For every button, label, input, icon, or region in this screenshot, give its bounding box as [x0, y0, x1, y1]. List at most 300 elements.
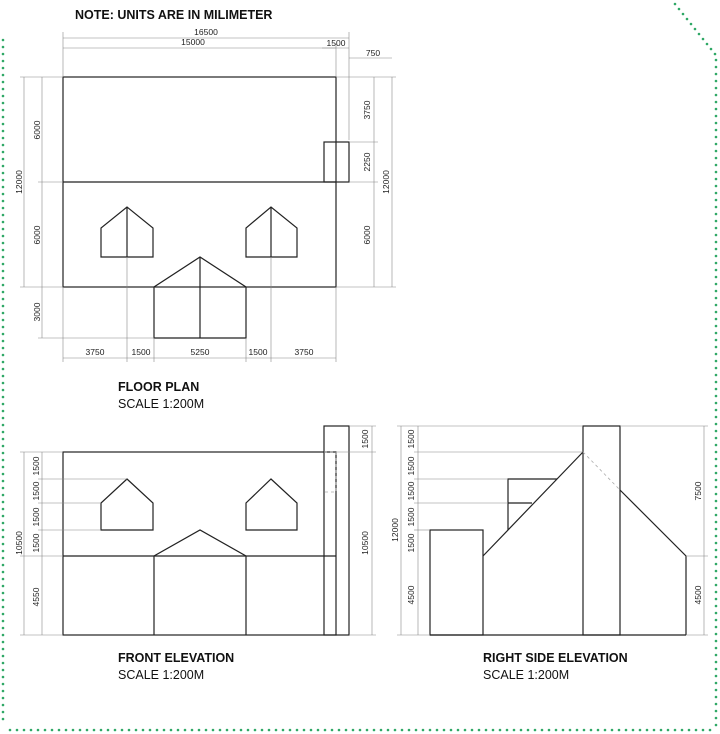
- border-dot: [2, 116, 5, 119]
- dim-right-lower: 6000: [362, 225, 372, 245]
- border-dot: [715, 675, 718, 678]
- border-dot: [415, 729, 418, 732]
- border-dot: [492, 729, 495, 732]
- border-dot: [2, 389, 5, 392]
- border-dot: [714, 53, 717, 56]
- border-dot: [9, 729, 12, 732]
- dim-total: 12000: [390, 518, 400, 542]
- border-dot: [2, 536, 5, 539]
- border-dot: [715, 451, 718, 454]
- border-dot: [715, 87, 718, 90]
- units-note: NOTE: UNITS ARE IN MILIMETER: [75, 8, 273, 22]
- right-elevation-scale: SCALE 1:200M: [483, 668, 570, 682]
- border-dot: [695, 729, 698, 732]
- border-dot: [653, 729, 656, 732]
- border-dot: [715, 570, 718, 573]
- border-dot: [715, 500, 718, 503]
- roof-right-slope: [620, 490, 686, 635]
- border-dot: [715, 304, 718, 307]
- border-dot: [331, 729, 334, 732]
- border-dot: [688, 729, 691, 732]
- floor-plan-scale: SCALE 1:200M: [118, 397, 205, 411]
- border-dot: [2, 263, 5, 266]
- border-dot: [2, 403, 5, 406]
- border-dot: [583, 729, 586, 732]
- border-dot: [2, 578, 5, 581]
- border-dot: [282, 729, 285, 732]
- border-dot: [576, 729, 579, 732]
- border-dot: [2, 592, 5, 595]
- border-dot: [715, 493, 718, 496]
- dim-seg-1: 1500: [406, 429, 416, 449]
- dim-overall-width: 16500: [194, 27, 218, 37]
- border-dot: [534, 729, 537, 732]
- dim-left-upper: 6000: [32, 120, 42, 140]
- border-dot: [548, 729, 551, 732]
- border-dot: [715, 346, 718, 349]
- border-dot: [2, 277, 5, 280]
- border-dot: [2, 291, 5, 294]
- border-dot: [715, 444, 718, 447]
- border-dot: [366, 729, 369, 732]
- border-dot: [715, 549, 718, 552]
- border-dot: [715, 353, 718, 356]
- border-dot: [86, 729, 89, 732]
- border-dot: [2, 130, 5, 133]
- border-dot: [345, 729, 348, 732]
- front-elevation-title: FRONT ELEVATION: [118, 651, 235, 665]
- border-dot: [715, 360, 718, 363]
- border-dot: [2, 494, 5, 497]
- border-dot: [114, 729, 117, 732]
- border-dot: [30, 729, 33, 732]
- border-dot: [2, 333, 5, 336]
- border-dot: [674, 3, 677, 6]
- border-dot: [715, 129, 718, 132]
- roof-hidden-line: [583, 452, 620, 490]
- border-dot: [715, 213, 718, 216]
- border-dot: [170, 729, 173, 732]
- border-dot: [240, 729, 243, 732]
- border-dot: [715, 171, 718, 174]
- border-dot: [715, 325, 718, 328]
- border-dot: [338, 729, 341, 732]
- border-dot: [715, 402, 718, 405]
- dim-right-upper: 7500: [693, 481, 703, 501]
- border-dot: [715, 689, 718, 692]
- border-dot: [678, 8, 681, 11]
- border-dot: [2, 123, 5, 126]
- border-dot: [715, 661, 718, 664]
- border-dot: [2, 529, 5, 532]
- border-dot: [275, 729, 278, 732]
- border-dot: [2, 571, 5, 574]
- dotted-border: [2, 3, 718, 732]
- border-dot: [646, 729, 649, 732]
- border-dot: [715, 248, 718, 251]
- border-dot: [715, 297, 718, 300]
- border-dot: [715, 164, 718, 167]
- border-dot: [2, 88, 5, 91]
- border-dot: [135, 729, 138, 732]
- border-dot: [715, 311, 718, 314]
- border-dot: [296, 729, 299, 732]
- border-dot: [436, 729, 439, 732]
- border-dot: [177, 729, 180, 732]
- chimney-hidden-line: [324, 452, 336, 492]
- border-dot: [72, 729, 75, 732]
- border-dot: [2, 641, 5, 644]
- border-dot: [710, 48, 713, 51]
- border-dot: [2, 256, 5, 259]
- border-dot: [715, 465, 718, 468]
- border-dot: [2, 515, 5, 518]
- border-dot: [2, 193, 5, 196]
- border-dot: [604, 729, 607, 732]
- border-dot: [597, 729, 600, 732]
- border-dot: [715, 458, 718, 461]
- border-dot: [2, 382, 5, 385]
- border-dot: [715, 528, 718, 531]
- border-dot: [2, 312, 5, 315]
- border-dot: [2, 60, 5, 63]
- dormer-left: [101, 479, 153, 530]
- border-dot: [715, 612, 718, 615]
- border-dot: [163, 729, 166, 732]
- border-dot: [303, 729, 306, 732]
- border-dot: [2, 165, 5, 168]
- border-dot: [715, 472, 718, 475]
- border-dot: [142, 729, 145, 732]
- border-dot: [2, 158, 5, 161]
- border-dot: [2, 179, 5, 182]
- border-dot: [394, 729, 397, 732]
- border-dot: [2, 550, 5, 553]
- border-dot: [715, 241, 718, 244]
- border-dot: [715, 521, 718, 524]
- border-dot: [2, 424, 5, 427]
- border-dot: [715, 584, 718, 587]
- border-dot: [715, 507, 718, 510]
- border-dot: [128, 729, 131, 732]
- border-dot: [715, 479, 718, 482]
- border-dot: [715, 108, 718, 111]
- border-dot: [2, 697, 5, 700]
- border-dot: [2, 284, 5, 287]
- border-dot: [261, 729, 264, 732]
- dim-seg-2: 1500: [406, 456, 416, 476]
- border-dot: [2, 81, 5, 84]
- border-dot: [2, 676, 5, 679]
- dim-seg-3: 1500: [406, 481, 416, 501]
- border-dot: [2, 487, 5, 490]
- border-dot: [682, 13, 685, 16]
- border-dot: [198, 729, 201, 732]
- border-dot: [715, 381, 718, 384]
- border-dot: [2, 522, 5, 525]
- border-dot: [2, 228, 5, 231]
- border-dot: [254, 729, 257, 732]
- border-dot: [2, 431, 5, 434]
- border-dot: [2, 452, 5, 455]
- border-dot: [2, 214, 5, 217]
- border-dot: [149, 729, 152, 732]
- dim-chimney: 1500: [360, 429, 370, 449]
- border-dot: [443, 729, 446, 732]
- border-dot: [2, 606, 5, 609]
- border-dot: [93, 729, 96, 732]
- border-dot: [2, 634, 5, 637]
- border-dot: [520, 729, 523, 732]
- border-dot: [464, 729, 467, 732]
- border-dot: [2, 662, 5, 665]
- border-dot: [715, 122, 718, 125]
- roof-left-slope: [483, 452, 583, 556]
- border-dot: [212, 729, 215, 732]
- floor-plan: [14, 27, 396, 411]
- border-dot: [715, 633, 718, 636]
- border-dot: [2, 347, 5, 350]
- border-dot: [2, 46, 5, 49]
- border-dot: [2, 704, 5, 707]
- border-dot: [715, 101, 718, 104]
- border-dot: [65, 729, 68, 732]
- border-dot: [715, 227, 718, 230]
- border-dot: [2, 627, 5, 630]
- border-dot: [471, 729, 474, 732]
- border-dot: [289, 729, 292, 732]
- border-dot: [233, 729, 236, 732]
- border-dot: [2, 270, 5, 273]
- border-dot: [324, 729, 327, 732]
- border-dot: [715, 290, 718, 293]
- border-dot: [79, 729, 82, 732]
- border-dot: [611, 729, 614, 732]
- dim-seg-4: 1500: [406, 507, 416, 527]
- border-dot: [506, 729, 509, 732]
- border-dot: [352, 729, 355, 732]
- border-dot: [715, 598, 718, 601]
- border-dot: [2, 235, 5, 238]
- border-dot: [715, 220, 718, 223]
- border-dot: [2, 459, 5, 462]
- dim-lower-left: 4500: [406, 585, 416, 605]
- border-dot: [715, 640, 718, 643]
- border-dot: [2, 613, 5, 616]
- border-dot: [359, 729, 362, 732]
- border-dot: [715, 73, 718, 76]
- border-dot: [702, 729, 705, 732]
- border-dot: [205, 729, 208, 732]
- dormer-right: [246, 207, 297, 257]
- border-dot: [478, 729, 481, 732]
- border-dot: [513, 729, 516, 732]
- border-dot: [2, 718, 5, 721]
- border-dot: [715, 234, 718, 237]
- border-dot: [715, 150, 718, 153]
- border-dot: [2, 39, 5, 42]
- dormer-left: [101, 207, 153, 257]
- border-dot: [715, 157, 718, 160]
- border-dot: [569, 729, 572, 732]
- border-dot: [2, 361, 5, 364]
- border-dot: [2, 102, 5, 105]
- border-dot: [2, 445, 5, 448]
- border-dot: [527, 729, 530, 732]
- border-dot: [2, 137, 5, 140]
- border-dot: [715, 430, 718, 433]
- dim-left-total: 12000: [14, 170, 24, 194]
- border-dot: [715, 717, 718, 720]
- dim-bottom-3: 5250: [190, 347, 210, 357]
- border-dot: [715, 409, 718, 412]
- border-dot: [715, 115, 718, 118]
- border-dot: [715, 605, 718, 608]
- border-dot: [681, 729, 684, 732]
- border-dot: [660, 729, 663, 732]
- border-dot: [2, 172, 5, 175]
- border-dot: [2, 340, 5, 343]
- border-dot: [429, 729, 432, 732]
- border-dot: [219, 729, 222, 732]
- border-dot: [2, 690, 5, 693]
- border-dot: [2, 466, 5, 469]
- border-dot: [715, 367, 718, 370]
- dim-seg-4: 1500: [31, 533, 41, 553]
- border-dot: [2, 438, 5, 441]
- border-dot: [37, 729, 40, 732]
- border-dot: [2, 368, 5, 371]
- border-dot: [715, 682, 718, 685]
- border-dot: [715, 647, 718, 650]
- border-dot: [2, 207, 5, 210]
- front-elevation: [14, 426, 376, 682]
- border-dot: [715, 710, 718, 713]
- border-dot: [2, 655, 5, 658]
- dim-porch-depth: 3000: [32, 302, 42, 322]
- border-dot: [2, 543, 5, 546]
- border-dot: [2, 599, 5, 602]
- border-dot: [715, 136, 718, 139]
- dim-bottom-5: 3750: [294, 347, 314, 357]
- border-dot: [2, 74, 5, 77]
- dim-right-chimney: 2250: [362, 152, 372, 172]
- border-dot: [715, 276, 718, 279]
- border-dot: [715, 514, 718, 517]
- border-dot: [698, 33, 701, 36]
- border-dot: [715, 437, 718, 440]
- border-dot: [107, 729, 110, 732]
- border-dot: [625, 729, 628, 732]
- border-dot: [715, 619, 718, 622]
- border-dot: [51, 729, 54, 732]
- border-dot: [618, 729, 621, 732]
- border-dot: [2, 354, 5, 357]
- border-dot: [715, 535, 718, 538]
- border-dot: [715, 66, 718, 69]
- border-dot: [100, 729, 103, 732]
- border-dot: [715, 59, 718, 62]
- border-dot: [156, 729, 159, 732]
- floor-plan-title: FLOOR PLAN: [118, 380, 200, 394]
- dormer-right: [246, 479, 297, 530]
- border-dot: [715, 178, 718, 181]
- border-dot: [715, 192, 718, 195]
- border-dot: [2, 410, 5, 413]
- border-dot: [2, 144, 5, 147]
- border-dot: [485, 729, 488, 732]
- border-dot: [2, 109, 5, 112]
- border-dot: [715, 577, 718, 580]
- border-dot: [715, 423, 718, 426]
- border-dot: [715, 185, 718, 188]
- border-dot: [715, 416, 718, 419]
- border-dot: [2, 417, 5, 420]
- border-dot: [2, 95, 5, 98]
- border-dot: [2, 683, 5, 686]
- border-dot: [702, 38, 705, 41]
- border-dot: [2, 669, 5, 672]
- border-dot: [694, 28, 697, 31]
- border-dot: [715, 143, 718, 146]
- dim-left-lower: 6000: [32, 225, 42, 245]
- border-dot: [715, 654, 718, 657]
- border-dot: [555, 729, 558, 732]
- border-dot: [2, 508, 5, 511]
- border-dot: [709, 729, 712, 732]
- border-dot: [226, 729, 229, 732]
- border-dot: [247, 729, 250, 732]
- border-dot: [2, 648, 5, 651]
- border-dot: [541, 729, 544, 732]
- border-dot: [715, 269, 718, 272]
- border-dot: [715, 262, 718, 265]
- border-dot: [2, 711, 5, 714]
- dim-lower: 4550: [31, 587, 41, 607]
- border-dot: [715, 591, 718, 594]
- dim-total-upper: 10500: [14, 531, 24, 555]
- border-dot: [590, 729, 593, 732]
- border-dot: [2, 221, 5, 224]
- border-dot: [715, 556, 718, 559]
- border-dot: [23, 729, 26, 732]
- right-elevation-title: RIGHT SIDE ELEVATION: [483, 651, 628, 665]
- dim-right-lower: 4500: [693, 585, 703, 605]
- border-dot: [317, 729, 320, 732]
- border-dot: [2, 53, 5, 56]
- border-dot: [2, 319, 5, 322]
- border-dot: [2, 473, 5, 476]
- porch-side-outline: [430, 530, 483, 635]
- border-dot: [2, 564, 5, 567]
- border-dot: [58, 729, 61, 732]
- border-dot: [715, 388, 718, 391]
- right-side-elevation: [390, 426, 708, 682]
- dim-right-total: 12000: [381, 170, 391, 194]
- border-dot: [715, 563, 718, 566]
- front-wall-outline: [63, 452, 336, 635]
- dim-seg-5: 1500: [406, 533, 416, 553]
- border-dot: [715, 703, 718, 706]
- border-dot: [715, 206, 718, 209]
- border-dot: [715, 332, 718, 335]
- dim-right-total: 10500: [360, 531, 370, 555]
- border-dot: [715, 80, 718, 83]
- border-dot: [715, 668, 718, 671]
- border-dot: [706, 43, 709, 46]
- border-dot: [121, 729, 124, 732]
- dim-chimney-offset: 750: [365, 48, 381, 58]
